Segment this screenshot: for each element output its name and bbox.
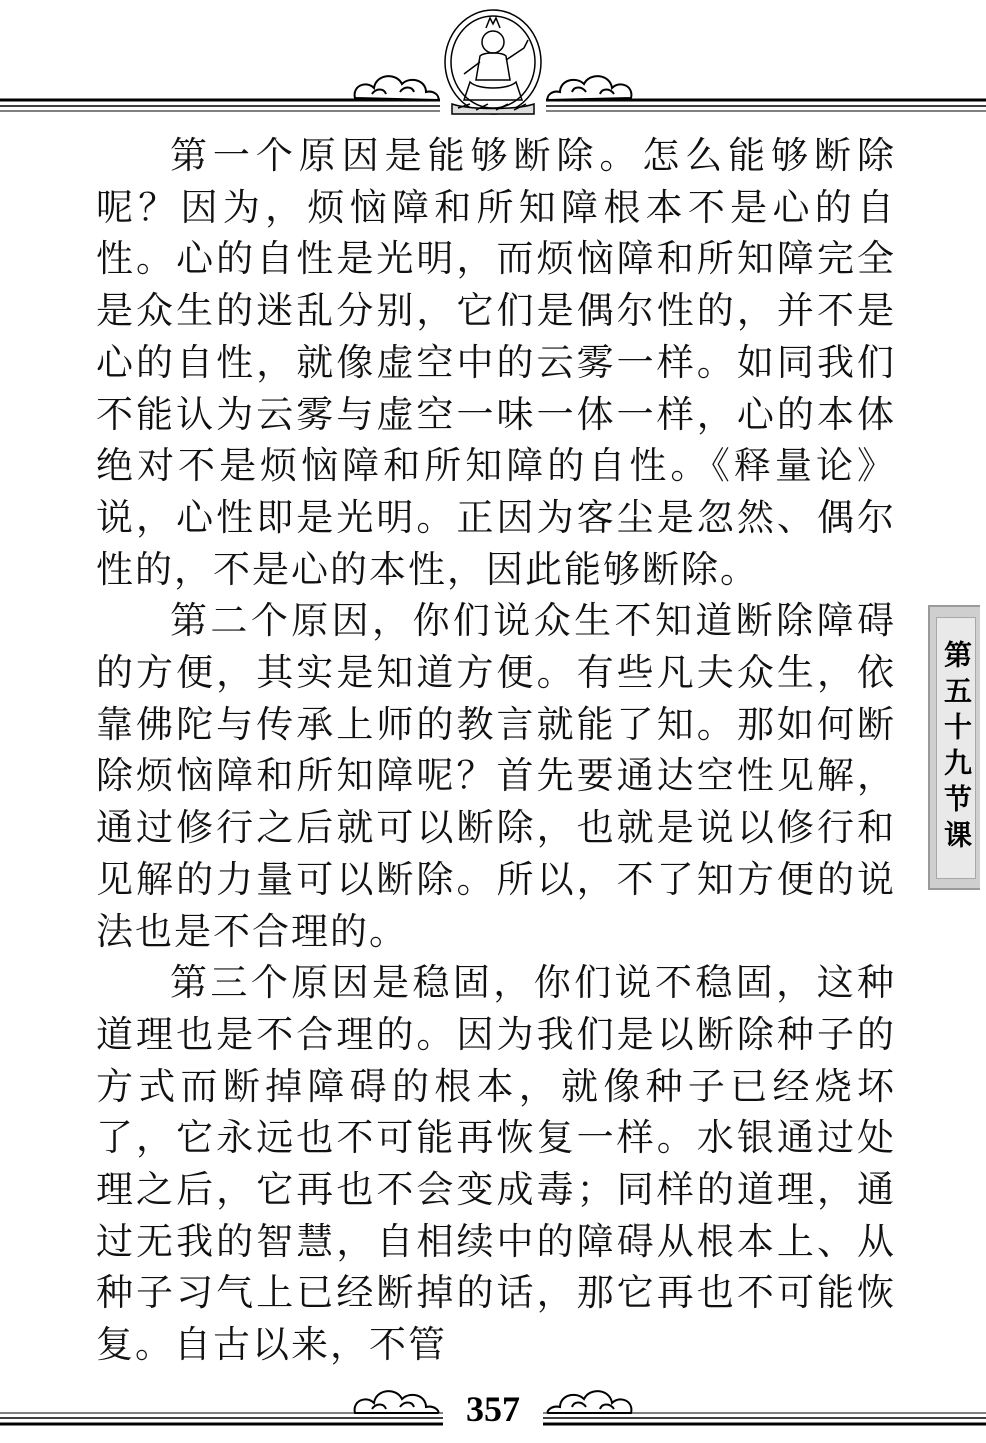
page-number: 357 — [443, 1388, 543, 1430]
deity-figure-icon — [440, 10, 546, 118]
chapter-side-tab — [928, 605, 980, 890]
paragraph-1: 第一个原因是能够断除。怎么能够断除呢？因为，烦恼障和所知障根本不是心的自性。心的自性是光明，而烦恼障和所知障完全是众生的迷乱分别，它们是偶尔性的，并不是心的自性，就像虚空中的云雾一样。如同我们不能认为云雾与虚空一味一体一样，心的本体绝对不是烦恼障和所知障的自性。《释量论》说，心性即是光明。正因为客尘是忽然、偶尔性的，不是心的本性，因此能够断除。 — [96, 134, 896, 591]
cloud-ornament-right-icon — [548, 76, 632, 100]
body-text — [96, 130, 896, 1371]
footer-cloud-left-icon — [355, 1391, 439, 1413]
paragraph-3: 第三个原因是稳固，你们说不稳固，这种道理也是不合理的。因为我们是以断除种子的方式而断掉障碍的根本，就像种子已经烧坏了，它永远也不可能再恢复一样。水银通过处理之后，它再也不会变成毒；同样的道理，通过无我的智慧，自相续中的障碍从根本上、从种子习气上已经断掉的话，那它再也不可能恢复。自古以来，不管 — [96, 961, 896, 1367]
header-ornament — [0, 0, 986, 130]
cloud-ornament-left-icon — [355, 76, 439, 100]
footer-cloud-right-icon — [548, 1391, 632, 1413]
chapter-side-tab-label: 第五十九节课 — [940, 640, 973, 856]
paragraph-2: 第二个原因，你们说众生不知道断除障碍的方便，其实是知道方便。有些凡夫众生，依靠佛陀与传承上师的教言就能了知。那如何断除烦恼障和所知障呢？首先要通达空性见解，通过修行之后就可以断除，也就是说以修行和见解的力量可以断除。所以，不了知方便的说法也是不合理的。 — [96, 599, 896, 953]
chapter-side-tab-inner — [936, 617, 976, 879]
